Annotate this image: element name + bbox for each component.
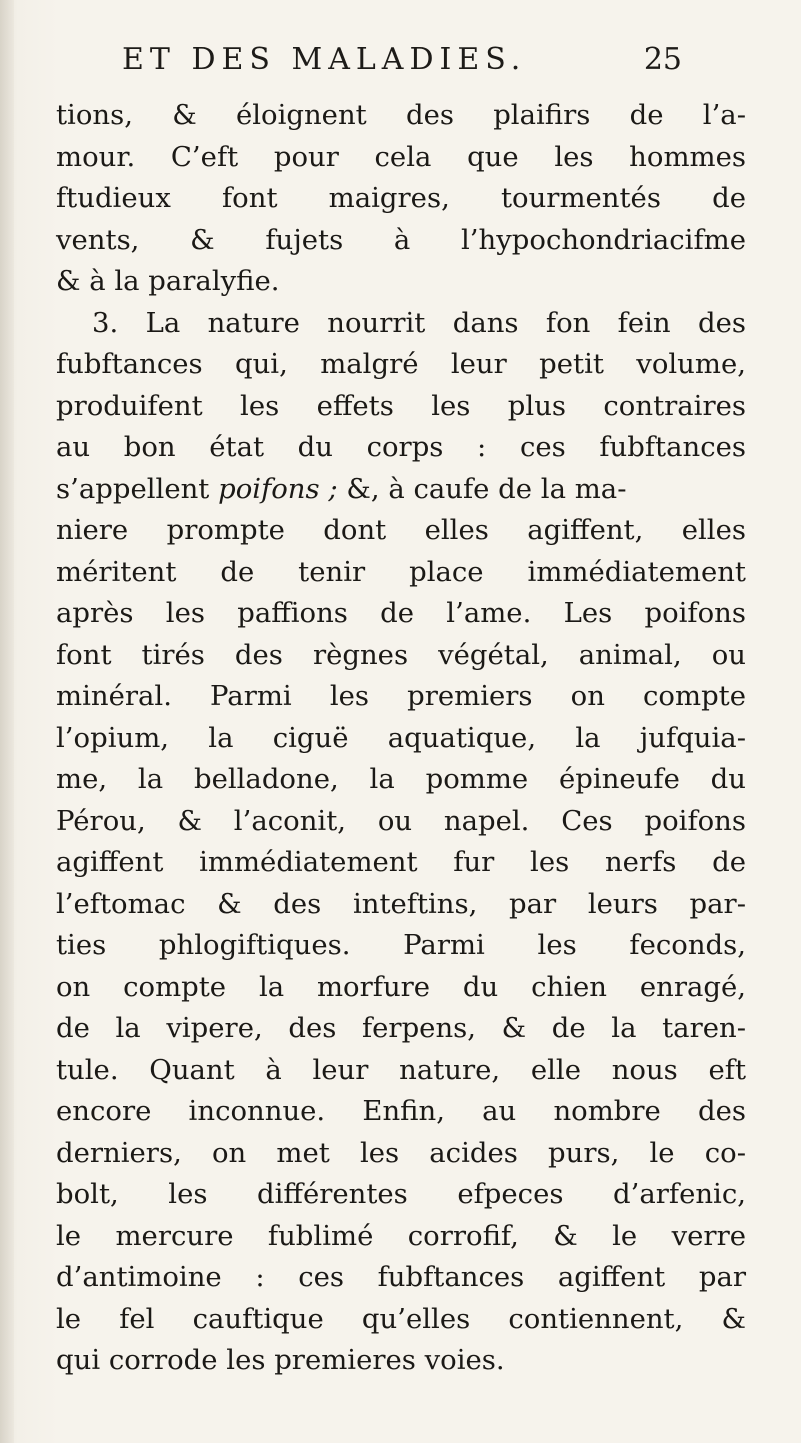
text-line: ties phlogiftiques. Parmi les feconds, <box>56 929 746 961</box>
text-line: vents, & fujets à l’hypochondriacifme <box>56 223 746 256</box>
text-line: & à la paralyfie. <box>56 265 280 297</box>
text-line: me, la belladone, la pomme épineufe du <box>56 763 746 795</box>
text-line: d’antimoine : ces fubftances agiffent par <box>56 1261 746 1293</box>
page-header <box>122 42 682 90</box>
text-line: Pérou, & l’aconit, ou napel. Ces poifons <box>56 804 746 837</box>
text-line: on compte la morfure du chien enragé, <box>56 970 746 1003</box>
text-line: font tirés des règnes végétal, animal, ou <box>56 638 746 671</box>
text-line: au bon état du corps : ces fubftances <box>56 431 746 463</box>
text-line: de la vipere, des ferpens, & de la taren- <box>56 1012 746 1044</box>
paragraph-start-line: 3. La nature nourrit dans fon fein des <box>92 306 746 339</box>
page-gutter <box>0 0 14 1443</box>
text-line: agiffent immédiatement fur les nerfs de <box>56 846 746 878</box>
text-line-with-italic <box>56 469 746 511</box>
text-line: niere prompte dont elles agiffent, elles <box>56 514 746 546</box>
text-line: le fel cauftique qu’elles contiennent, & <box>56 1302 746 1335</box>
page-number: 25 <box>643 42 682 77</box>
text-line: ftudieux font maigres, tourmentés de <box>56 182 746 214</box>
text-line: méritent de tenir place immédiatement <box>56 555 746 588</box>
text-line: après les paffions de l’ame. Les poifons <box>56 597 746 629</box>
text-line: minéral. Parmi les premiers on compte <box>56 680 746 712</box>
text-line: bolt, les différentes efpeces d’arfenic, <box>56 1178 746 1210</box>
running-title: ET DES MALADIES. <box>122 42 527 77</box>
text-line: l’eftomac & des inteftins, par leurs par- <box>56 887 746 920</box>
text-line: tule. Quant à leur nature, elle nous eft <box>56 1053 746 1086</box>
text-segment: &, à caufe de la ma- <box>337 472 627 505</box>
text-line: tions, & éloignent des plaifirs de l’a- <box>56 99 746 131</box>
text-segment: s’appellent <box>56 472 219 505</box>
text-line: mour. C’eft pour cela que les hommes <box>56 140 746 173</box>
body-text <box>56 95 746 1382</box>
text-line: fubftances qui, malgré leur petit volume, <box>56 348 746 380</box>
italic-term: poifons ; <box>218 472 338 505</box>
text-line: qui corrode les premieres voies. <box>56 1344 505 1376</box>
text-line: encore inconnue. Enfin, au nombre des <box>56 1095 746 1127</box>
text-line: derniers, on met les acides purs, le co- <box>56 1136 746 1169</box>
text-line: produifent les effets les plus contraires <box>56 389 746 422</box>
text-line: l’opium, la ciguë aquatique, la jufquia- <box>56 721 746 754</box>
text-line: le mercure fublimé corrofif, & le verre <box>56 1219 746 1252</box>
